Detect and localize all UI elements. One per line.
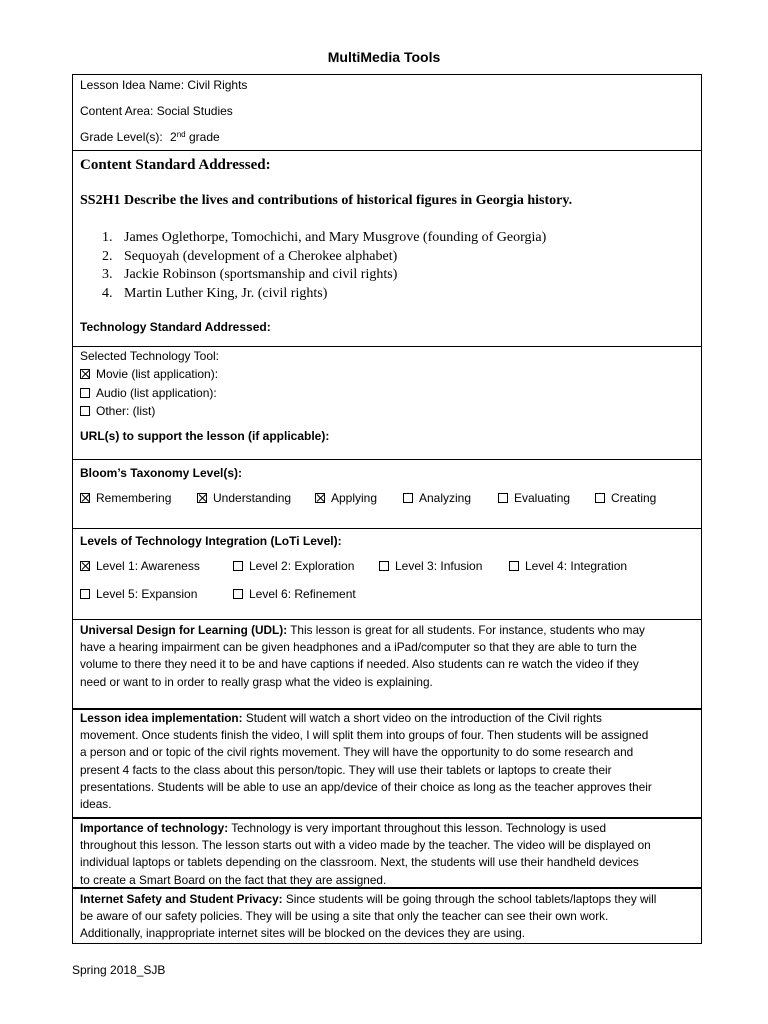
loti-heading: Levels of Technology Integration (LoTi Level): bbox=[80, 534, 342, 548]
implementation-paragraph: Lesson idea implementation: Student will watch a short video on the introduction of the Civil rights movement. Once students finish the video, I will split them into groups of four. Then students will be assigned a person and or topic of the civil rights movement. They will have the opportunity to do some research and present 4 facts to the class about this person/topic. They will use their tablets or laptops to create their presentations. Students will be able to use an app/device of their choice as long as the teacher approves their ideas. bbox=[80, 711, 652, 812]
loti-level-5[interactable]: Level 5: Expansion bbox=[80, 586, 197, 602]
tool-heading: Selected Technology Tool: bbox=[80, 349, 219, 363]
udl-label: Universal Design for Learning (UDL): bbox=[80, 623, 288, 637]
divider-loti bbox=[72, 528, 702, 529]
content-area-value: Social Studies bbox=[156, 104, 233, 118]
blooms-heading: Bloom’s Taxonomy Level(s): bbox=[80, 466, 243, 480]
list-item: 2. Sequoyah (development of a Cherokee alphabet) bbox=[102, 248, 398, 264]
standard-list bbox=[102, 229, 546, 303]
blooms-understanding[interactable]: Understanding bbox=[197, 490, 291, 506]
checkbox-checked-icon[interactable] bbox=[80, 369, 90, 379]
content-area-row bbox=[80, 103, 233, 119]
loti-level-6[interactable]: Level 6: Refinement bbox=[233, 586, 356, 602]
blooms-analyzing[interactable]: Analyzing bbox=[403, 490, 471, 506]
list-item: 4. Martin Luther King, Jr. (civil rights) bbox=[102, 285, 328, 301]
lesson-name-value: Civil Rights bbox=[187, 78, 248, 92]
importance-label: Importance of technology: bbox=[80, 821, 229, 835]
content-standard-heading: Content Standard Addressed: bbox=[80, 157, 271, 173]
checkbox-empty-icon[interactable] bbox=[233, 561, 243, 571]
lesson-name-row bbox=[80, 77, 247, 93]
blooms-creating[interactable]: Creating bbox=[595, 490, 656, 506]
tool-option-other[interactable]: Other: (list) bbox=[80, 403, 155, 419]
blooms-remembering[interactable]: Remembering bbox=[80, 490, 171, 506]
checkbox-empty-icon[interactable] bbox=[233, 589, 243, 599]
loti-level-1[interactable]: Level 1: Awareness bbox=[80, 558, 200, 574]
grade-word: grade bbox=[188, 130, 220, 144]
list-item: 1. James Oglethorpe, Tomochichi, and Mary Musgrove (founding of Georgia) bbox=[102, 230, 547, 245]
checkbox-empty-icon[interactable] bbox=[509, 561, 519, 571]
page-footer: Spring 2018_SJB bbox=[72, 963, 166, 977]
grade-suffix: nd bbox=[176, 130, 186, 139]
checkbox-empty-icon[interactable] bbox=[379, 561, 389, 571]
loti-level-3[interactable]: Level 3: Infusion bbox=[379, 558, 482, 574]
checkbox-checked-icon[interactable] bbox=[197, 493, 207, 503]
page-title: MultiMedia Tools bbox=[327, 49, 441, 65]
checkbox-empty-icon[interactable] bbox=[595, 493, 605, 503]
checkbox-empty-icon[interactable] bbox=[498, 493, 508, 503]
checkbox-checked-icon[interactable] bbox=[80, 493, 90, 503]
standard-text: SS2H1 Describe the lives and contributions of historical figures in Georgia history. bbox=[80, 193, 573, 208]
lesson-name-label: Lesson Idea Name: bbox=[80, 78, 185, 92]
implementation-label: Lesson idea implementation: bbox=[80, 711, 243, 725]
checkbox-checked-icon[interactable] bbox=[80, 561, 90, 571]
udl-paragraph: Universal Design for Learning (UDL): This lesson is great for all students. For instance, students who may have a hearing impairment can be given headphones and a iPad/computer so that they are able to turn the volume to there they need it to be and have captions if needed. Also students can re watch the video if they need or want to in order to really grasp what the video is explaining. bbox=[80, 623, 645, 689]
loti-level-4[interactable]: Level 4: Integration bbox=[509, 558, 627, 574]
blooms-evaluating[interactable]: Evaluating bbox=[498, 490, 570, 506]
checkbox-empty-icon[interactable] bbox=[80, 406, 90, 416]
divider-udl bbox=[72, 619, 702, 620]
url-label: URL(s) to support the lesson (if applicable): bbox=[80, 429, 330, 443]
blooms-applying[interactable]: Applying bbox=[315, 490, 377, 506]
checkbox-empty-icon[interactable] bbox=[403, 493, 413, 503]
divider-standards bbox=[72, 150, 702, 151]
loti-level-2[interactable]: Level 2: Exploration bbox=[233, 558, 354, 574]
safety-paragraph: Internet Safety and Student Privacy: Since students will be going through the school tablets/laptops they will be aware of our safety policies. They will be using a site that only the teacher can see their own work. Additionally, inappropriate internet sites will be blocked on the devices they are using. bbox=[80, 892, 657, 941]
importance-paragraph: Importance of technology: Technology is very important throughout this lesson. Technology is used throughout this lesson. The lesson starts out with a video made by the teacher. The video will be displayed on individual laptops or tablets depending on the classroom. Next, the students will use their handheld devices to create a Smart Board on the fact that they are assigned. bbox=[80, 821, 651, 887]
divider-importance bbox=[72, 817, 702, 819]
divider-tool bbox=[72, 346, 702, 347]
grade-label: Grade Level(s): bbox=[80, 130, 163, 144]
content-area-label: Content Area: bbox=[80, 104, 154, 118]
checkbox-empty-icon[interactable] bbox=[80, 388, 90, 398]
technology-standard-heading: Technology Standard Addressed: bbox=[80, 320, 271, 334]
grade-number: 2 bbox=[170, 130, 177, 144]
tool-option-audio[interactable]: Audio (list application): bbox=[80, 385, 217, 401]
tool-option-movie[interactable]: Movie (list application): bbox=[80, 366, 218, 382]
checkbox-checked-icon[interactable] bbox=[315, 493, 325, 503]
checkbox-empty-icon[interactable] bbox=[80, 589, 90, 599]
grade-row bbox=[80, 129, 220, 145]
list-item: 3. Jackie Robinson (sportsmanship and civil rights) bbox=[102, 267, 398, 282]
safety-label: Internet Safety and Student Privacy: bbox=[80, 892, 283, 906]
divider-blooms bbox=[72, 459, 702, 460]
